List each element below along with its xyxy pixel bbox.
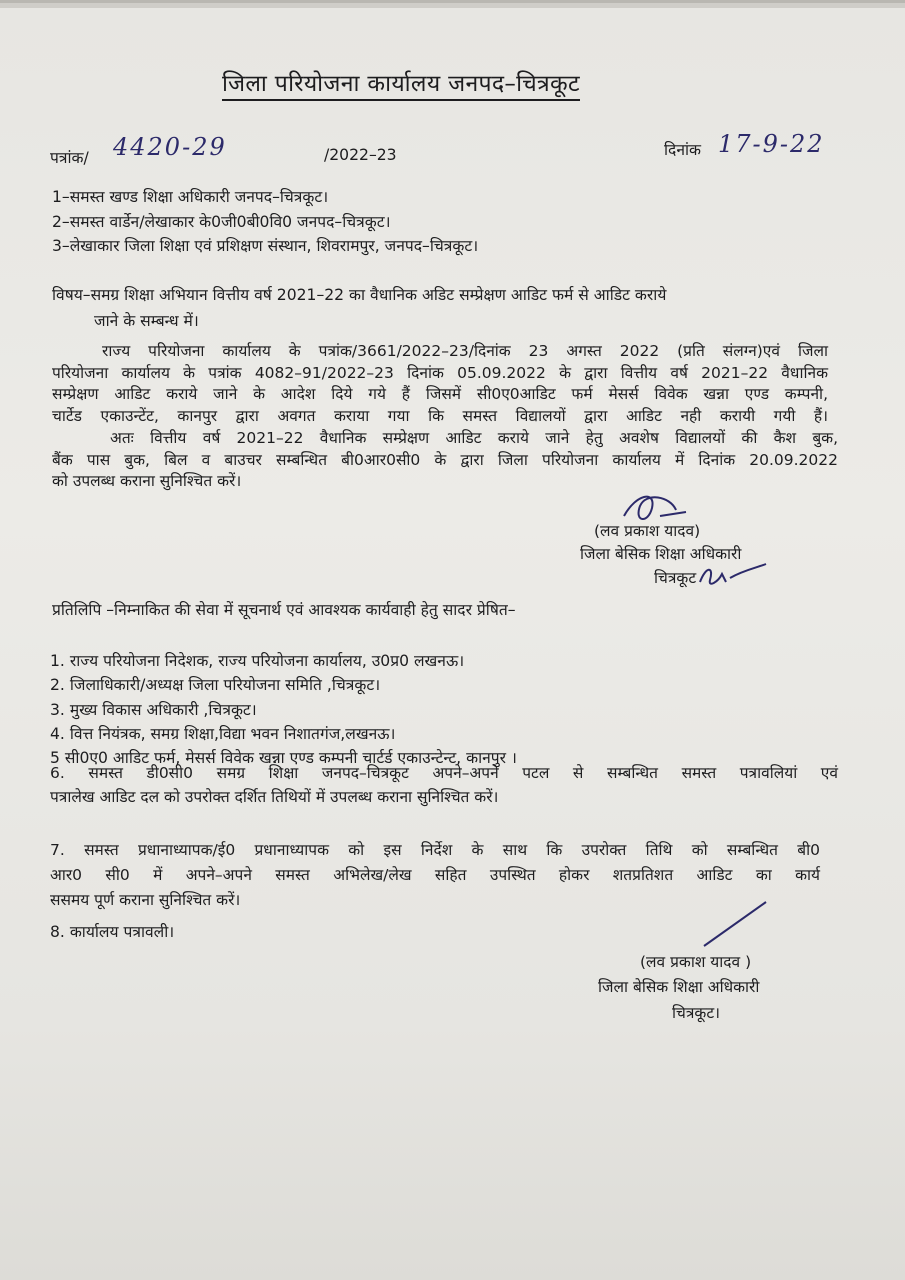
copy-heading: प्रतिलिपि –निम्नाकित की सेवा में सूचनार्थ एवं आवश्यक कार्यवाही हेतु सादर प्रेषित– bbox=[52, 601, 516, 619]
p2-line-1: अतः वित्तीय वर्ष 2021–22 वैधानिक सम्प्रेक्षण आडिट कराये जाने हेतु अवशेष विद्यालयों की कैश बुक, bbox=[110, 429, 838, 447]
addressee-1: 1–समस्त खण्ड शिक्षा अधिकारी जनपद–चित्रकूट। bbox=[52, 188, 329, 206]
item6-line-2: पत्रालेख आडिट दल को उपरोक्त दर्शित तिथियों में उपलब्ध कराना सुनिश्चित करें। bbox=[50, 788, 499, 806]
p1-line-1: राज्य परियोजना कार्यालय के पत्रांक/3661/2022–23/दिनांक 23 अगस्त 2022 (प्रति संलग्न)एवं जिला bbox=[102, 342, 828, 360]
date-handwritten: 17-9-22 bbox=[718, 130, 825, 158]
item6-line-1: 6. समस्त डी0सी0 समग्र शिक्षा जनपद–चित्रकूट अपने–अपने पटल से सम्बन्धित समस्त पत्रावलियां एवं bbox=[50, 764, 838, 782]
item7-line-2: आर0 सी0 में अपने–अपने समस्त अभिलेख/लेख सहित उपस्थित होकर शतप्रतिशत आडिट का कार्य bbox=[50, 866, 820, 884]
ref-year: /2022–23 bbox=[324, 146, 397, 164]
letterhead-title: जिला परियोजना कार्यालय जनपद–चित्रकूट bbox=[222, 66, 580, 101]
p2-line-2: बैंक पास बुक, बिल व बाउचर सम्बन्धित बी0आर0सी0 के द्वारा जिला परियोजना कार्यालय में दिनांक 20.09.2022 bbox=[52, 450, 838, 469]
p2-line-3: को उपलब्ध कराना सुनिश्चित करें। bbox=[52, 472, 242, 490]
p1-line-2: परियोजना कार्यालय के पत्रांक 4082–91/2022–23 दिनांक 05.09.2022 के द्वारा वित्तीय वर्ष 2021–22 वैधानिक bbox=[52, 363, 828, 382]
addressee-3: 3–लेखाकार जिला शिक्षा एवं प्रशिक्षण संस्थान, शिवरामपुर, जनपद–चित्रकूट। bbox=[52, 237, 479, 255]
copy-item-6 bbox=[50, 761, 838, 809]
ref-number-handwritten: 4420-29 bbox=[113, 133, 227, 161]
page-fold-line bbox=[0, 0, 905, 3]
signatory-2-designation: जिला बेसिक शिक्षा अधिकारी bbox=[598, 978, 760, 996]
p1-line-3: सम्प्रेक्षण आडिट कराये जाने के आदेश दिये गये हैं जिसमें सी0ए0आडिट फर्म मेसर्स विवेक खन्ना एण्ड कम्पनी, bbox=[52, 385, 828, 403]
copy-item-3: 3. मुख्य विकास अधिकारी ,चित्रकूट। bbox=[50, 701, 257, 719]
signatory-2-name: (लव प्रकाश यादव ) bbox=[640, 953, 752, 971]
date-label: दिनांक bbox=[664, 141, 701, 159]
copy-item-5: 5 सी0ए0 आडिट फर्म, मेसर्स विवेक खन्ना एण्ड कम्पनी चार्टर्ड एकाउन्टेन्ट, कानपुर । bbox=[50, 749, 517, 767]
signatory-1-name: (लव प्रकाश यादव) bbox=[594, 522, 701, 540]
signature-scribble-initials bbox=[696, 560, 768, 590]
copy-item-4: 4. वित्त नियंत्रक, समग्र शिक्षा,विद्या भवन निशातगंज,लखनऊ। bbox=[50, 725, 396, 743]
copy-item-8: 8. कार्यालय पत्रावली। bbox=[50, 923, 175, 941]
item7-line-1: 7. समस्त प्रधानाध्यापक/ई0 प्रधानाध्यापक को इस निर्देश के साथ कि उपरोक्त तिथि को सम्बन्धित बी0 bbox=[50, 841, 820, 859]
signatory-1-designation: जिला बेसिक शिक्षा अधिकारी bbox=[580, 545, 742, 563]
copy-item-2: 2. जिलाधिकारी/अध्यक्ष जिला परियोजना समिति ,चित्रकूट। bbox=[50, 676, 381, 694]
body-paragraph-2 bbox=[52, 428, 838, 493]
item7-line-3: ससमय पूर्ण कराना सुनिश्चित करें। bbox=[50, 891, 241, 909]
signature-scribble-2 bbox=[700, 896, 772, 950]
body-paragraph-1 bbox=[52, 341, 828, 427]
subject-line-2: जाने के सम्बन्ध में। bbox=[94, 312, 199, 330]
subject-line-1: विषय–समग्र शिक्षा अभियान वित्तीय वर्ष 2021–22 का वैधानिक अडिट सम्प्रेक्षण आडिट फर्म से आडिट कराये bbox=[52, 286, 667, 304]
signatory-2-place: चित्रकूट। bbox=[672, 1004, 721, 1022]
copy-item-1: 1. राज्य परियोजना निदेशक, राज्य परियोजना कार्यालय, उ0प्र0 लखनऊ। bbox=[50, 652, 465, 670]
p1-line-4: चार्टेड एकाउन्टेंट, कानपुर द्वारा अवगत कराया गया कि समस्त विद्यालयों द्वारा आडिट नही करायी गयी हैं। bbox=[52, 406, 828, 425]
signatory-1-place: चित्रकूट bbox=[654, 569, 697, 587]
addressee-2: 2–समस्त वार्डेन/लेखाकार के0जी0बी0वि0 जनपद–चित्रकूट। bbox=[52, 213, 391, 231]
ref-label: पत्रांक/ bbox=[50, 149, 89, 167]
